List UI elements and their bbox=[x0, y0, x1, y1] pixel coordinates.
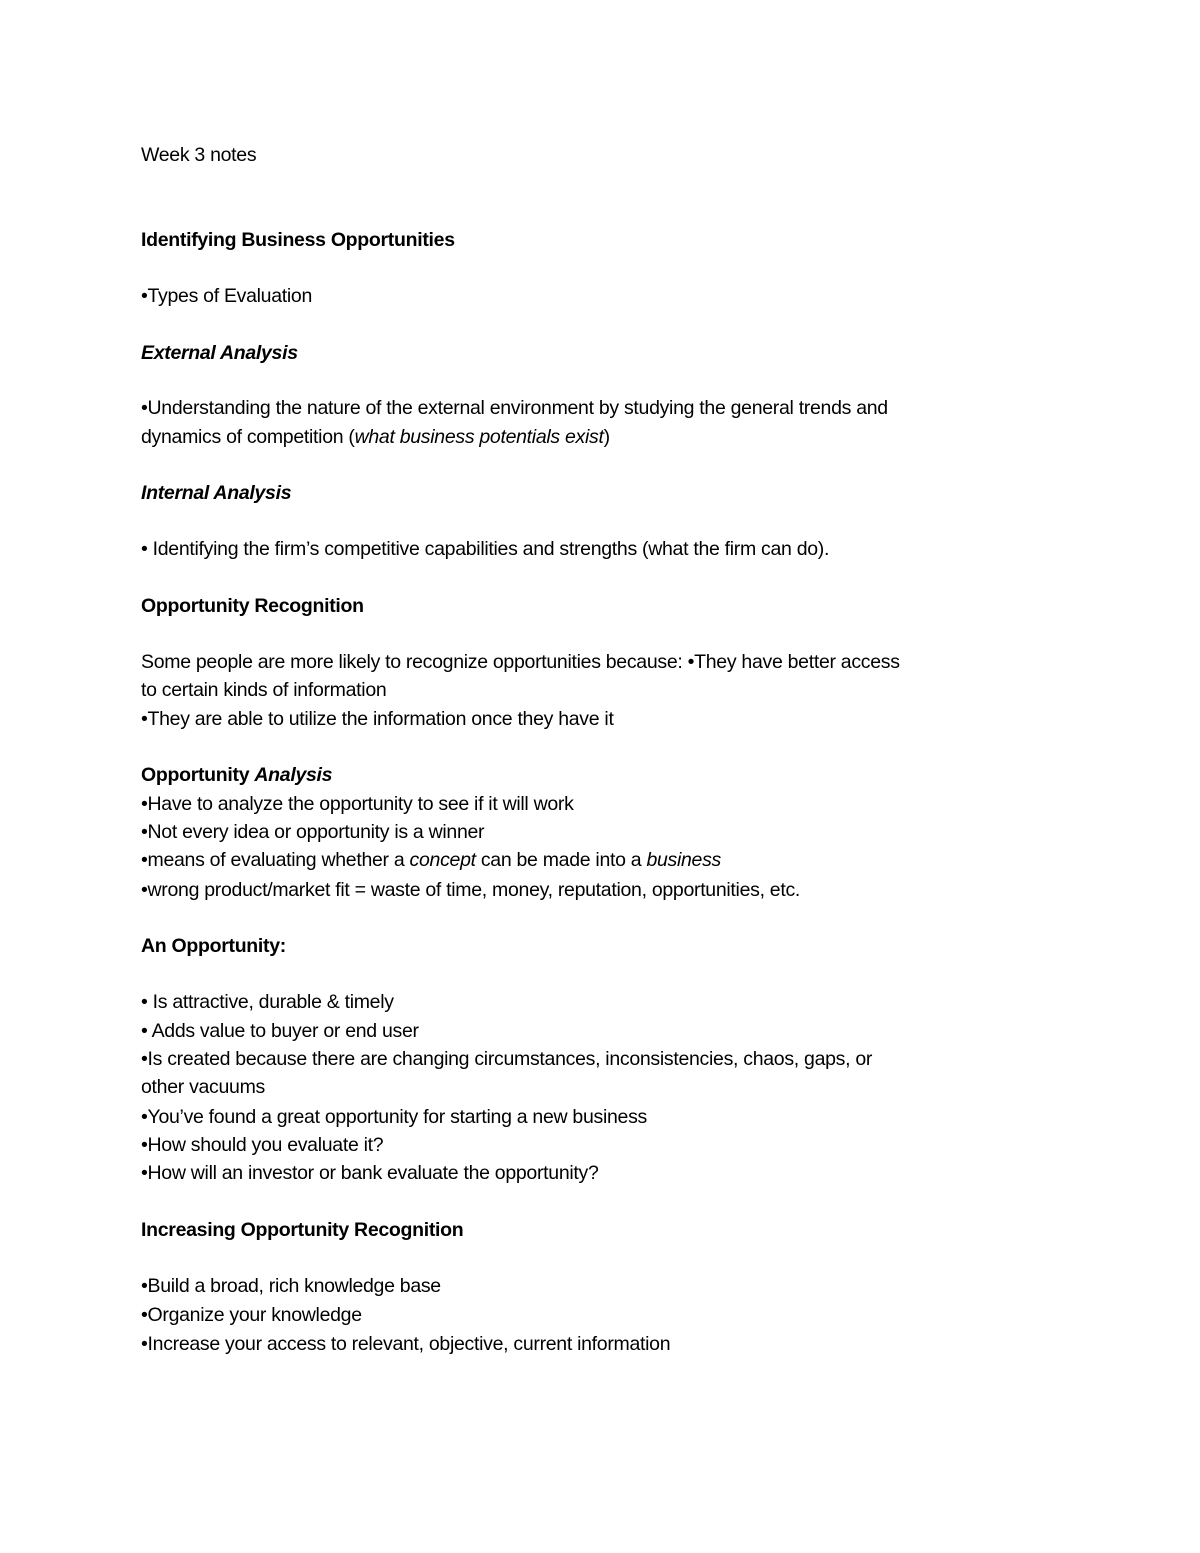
heading-opportunity-analysis bbox=[141, 761, 1071, 790]
heading-analysis-bold: Opportunity bbox=[141, 764, 255, 786]
document-title: Week 3 notes bbox=[141, 144, 257, 166]
recognition-line-1: Some people are more likely to recognize opportunities because: •They have better access bbox=[141, 651, 900, 673]
increasing-item-3: •Increase your access to relevant, objective, current information bbox=[141, 1333, 671, 1355]
analysis-item3-italic-concept: concept bbox=[409, 849, 476, 871]
increasing-item-2: •Organize your knowledge bbox=[141, 1304, 362, 1326]
analysis-item3-mid: can be made into a bbox=[475, 849, 647, 871]
opportunity-item-2: • Adds value to buyer or end user bbox=[141, 1020, 419, 1042]
opportunity-item-3-line-2: other vacuums bbox=[141, 1076, 265, 1098]
analysis-item-2: •Not every idea or opportunity is a winner bbox=[141, 821, 485, 843]
opportunity-item-6: •How will an investor or bank evaluate the opportunity? bbox=[141, 1162, 599, 1184]
opportunity-item-1: • Is attractive, durable & timely bbox=[141, 991, 394, 1013]
heading-an-opportunity: An Opportunity: bbox=[141, 935, 286, 957]
external-analysis-line-1: •Understanding the nature of the external environment by studying the general trends and bbox=[141, 397, 888, 419]
heading-external-analysis: External Analysis bbox=[141, 342, 298, 364]
opportunity-item-3-line-1: •Is created because there are changing circumstances, inconsistencies, chaos, gaps, or bbox=[141, 1048, 873, 1070]
internal-analysis-line-1: • Identifying the firm’s competitive capabilities and strengths (what the firm can do). bbox=[141, 538, 830, 560]
analysis-item-1: •Have to analyze the opportunity to see if it will work bbox=[141, 793, 574, 815]
external-analysis-line-2 bbox=[141, 423, 1071, 452]
analysis-item3-pre: •means of evaluating whether a bbox=[141, 849, 410, 871]
increasing-item-1: •Build a broad, rich knowledge base bbox=[141, 1275, 441, 1297]
external-line2-pre: dynamics of competition ( bbox=[141, 426, 355, 448]
recognition-line-3: •They are able to utilize the information once they have it bbox=[141, 708, 614, 730]
bullet-types-of-evaluation: •Types of Evaluation bbox=[141, 285, 313, 307]
heading-increasing-opportunity-recognition: Increasing Opportunity Recognition bbox=[141, 1219, 464, 1241]
heading-opportunity-recognition: Opportunity Recognition bbox=[141, 595, 364, 617]
opportunity-item-4: •You’ve found a great opportunity for starting a new business bbox=[141, 1106, 647, 1128]
external-line2-italic: what business potentials exist bbox=[354, 426, 604, 448]
heading-identifying-business-opportunities: Identifying Business Opportunities bbox=[141, 229, 455, 251]
analysis-item3-italic-business: business bbox=[646, 849, 721, 871]
recognition-line-2: to certain kinds of information bbox=[141, 679, 387, 701]
heading-analysis-bolditalic: Analysis bbox=[254, 764, 333, 786]
heading-internal-analysis: Internal Analysis bbox=[141, 482, 292, 504]
analysis-item-4: •wrong product/market fit = waste of time, money, reputation, opportunities, etc. bbox=[141, 879, 801, 901]
opportunity-item-5: •How should you evaluate it? bbox=[141, 1134, 384, 1156]
external-line2-post: ) bbox=[603, 426, 610, 448]
analysis-item-3 bbox=[141, 846, 1071, 875]
